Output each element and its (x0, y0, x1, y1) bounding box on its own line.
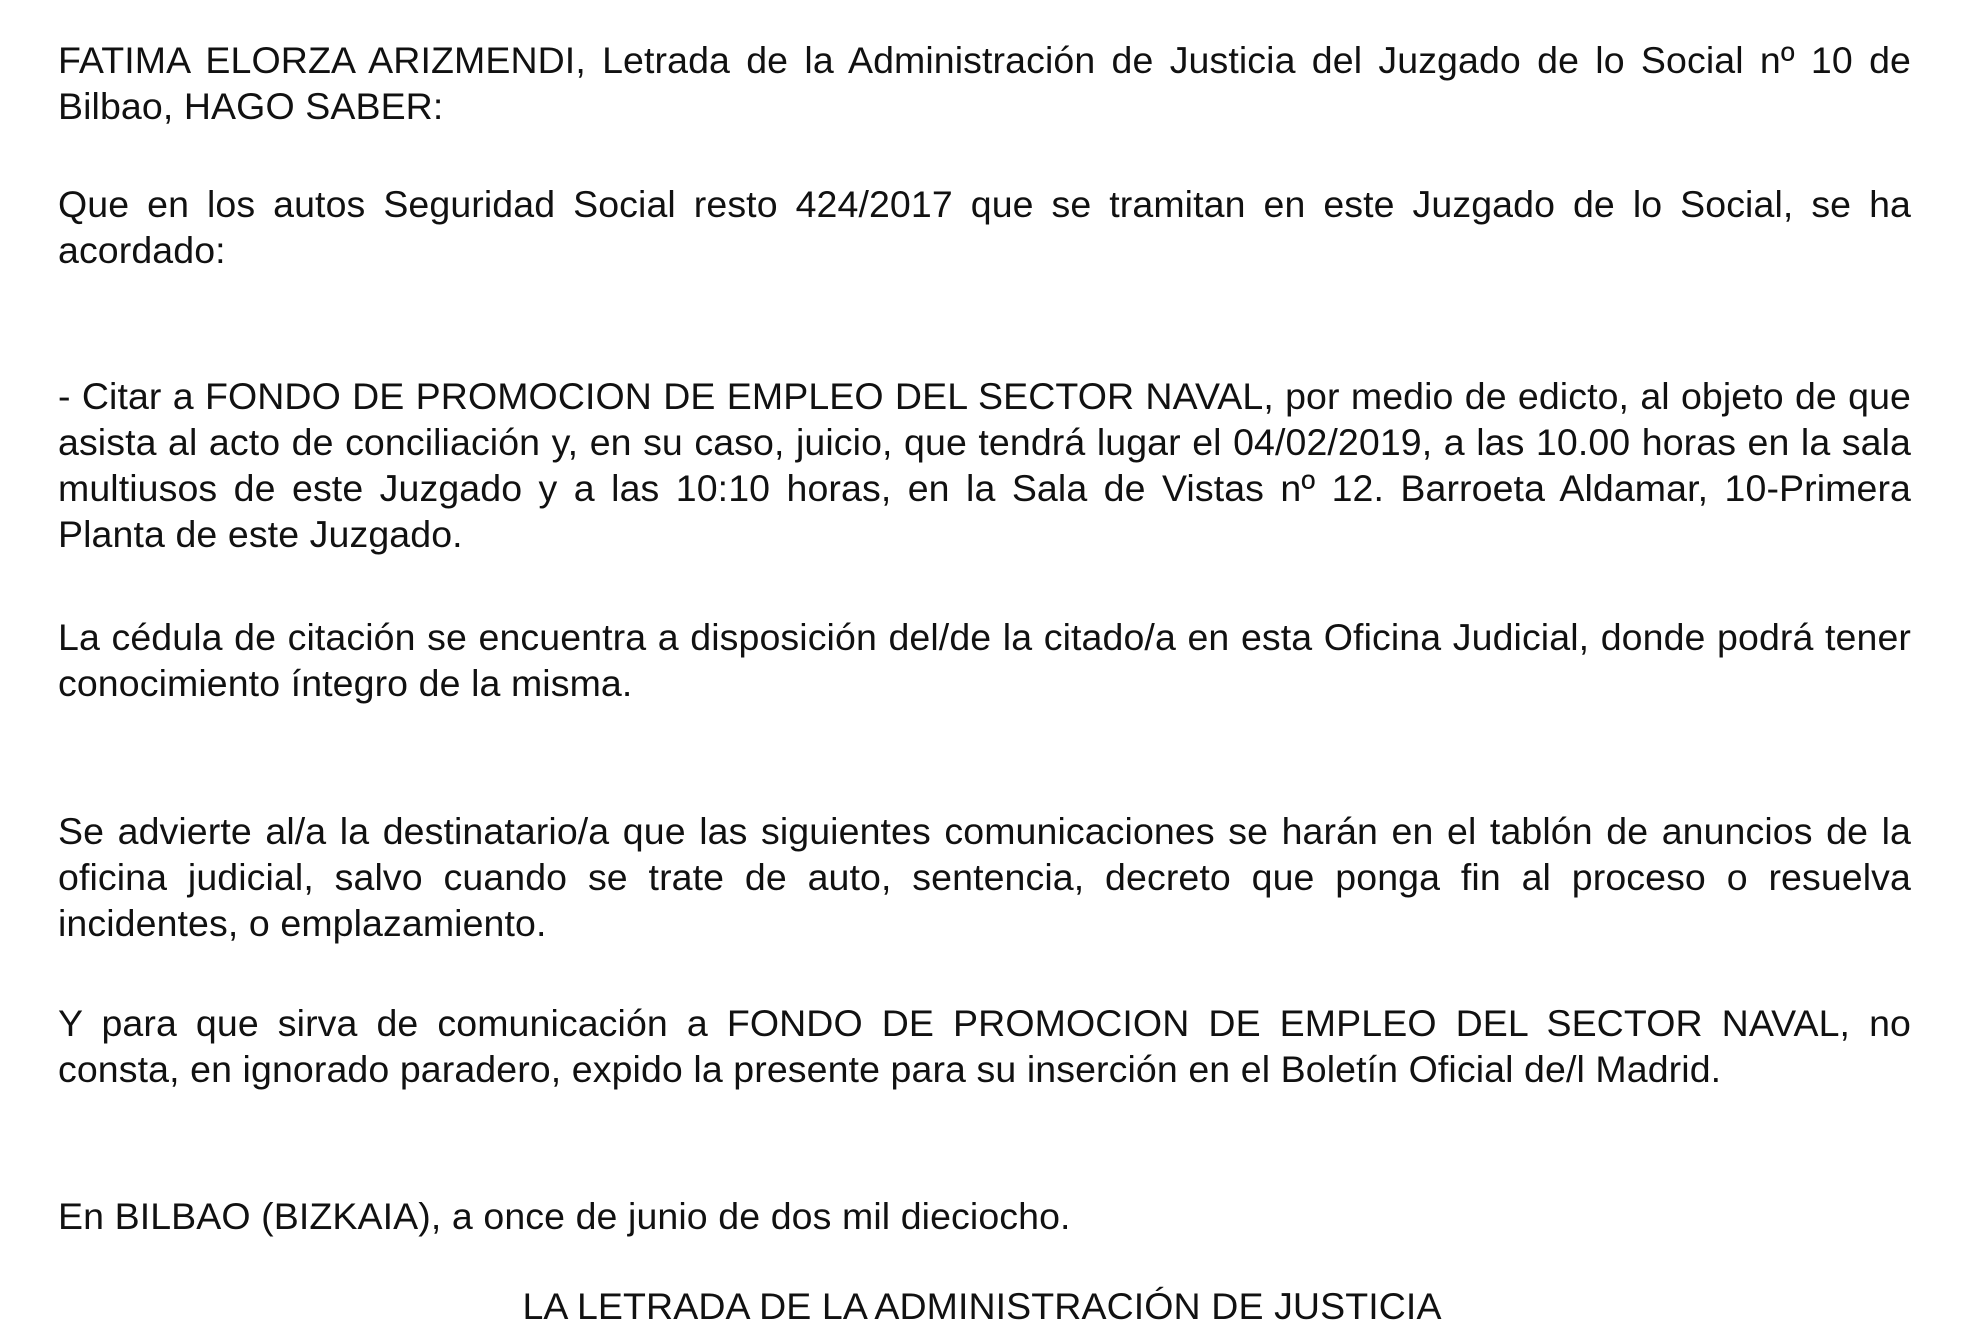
paragraph-comunicacion: Y para que sirva de comunicación a FONDO DE PROMOCION DE EMPLEO DEL SECTOR NAVAL, no consta, en ignorado paradero, expido la presente para su inserción en el Boletín Oficial de/l Madrid. (58, 1002, 1911, 1090)
paragraph-citar: - Citar a FONDO DE PROMOCION DE EMPLEO DEL SECTOR NAVAL, por medio de edicto, al objeto de que asista al acto de conciliación y, en su caso, juicio, que tendrá lugar el 04/02/2019, a las 10.00 horas en la sala multiusos de este Juzgado y a las 10:10 horas, en la Sala de Vistas nº 12. Barroeta Aldamar, 10-Primera Planta de este Juzgado. (58, 375, 1911, 555)
paragraph-advertencia: Se advierte al/a la destinatario/a que las siguientes comunicaciones se harán en el tablón de anuncios de la oficina judicial, salvo cuando se trate de auto, sentencia, decreto que ponga fin al proceso o resuelva incidentes, o emplazamiento. (58, 810, 1911, 944)
paragraph-hago-saber: FATIMA ELORZA ARIZMENDI, Letrada de la Administración de Justicia del Juzgado de lo Social nº 10 de Bilbao, HAGO SABER: (58, 39, 1911, 127)
paragraph-fecha: En BILBAO (BIZKAIA), a once de junio de dos mil dieciocho. (58, 1195, 1071, 1237)
signature-title: LA LETRADA DE LA ADMINISTRACIÓN DE JUSTICIA (522, 1285, 1442, 1327)
paragraph-cedula: La cédula de citación se encuentra a disposición del/de la citado/a en esta Oficina Judicial, donde podrá tener conocimiento íntegro de la misma. (58, 616, 1911, 704)
paragraph-autos: Que en los autos Seguridad Social resto 424/2017 que se tramitan en este Juzgado de lo Social, se ha acordado: (58, 183, 1911, 271)
